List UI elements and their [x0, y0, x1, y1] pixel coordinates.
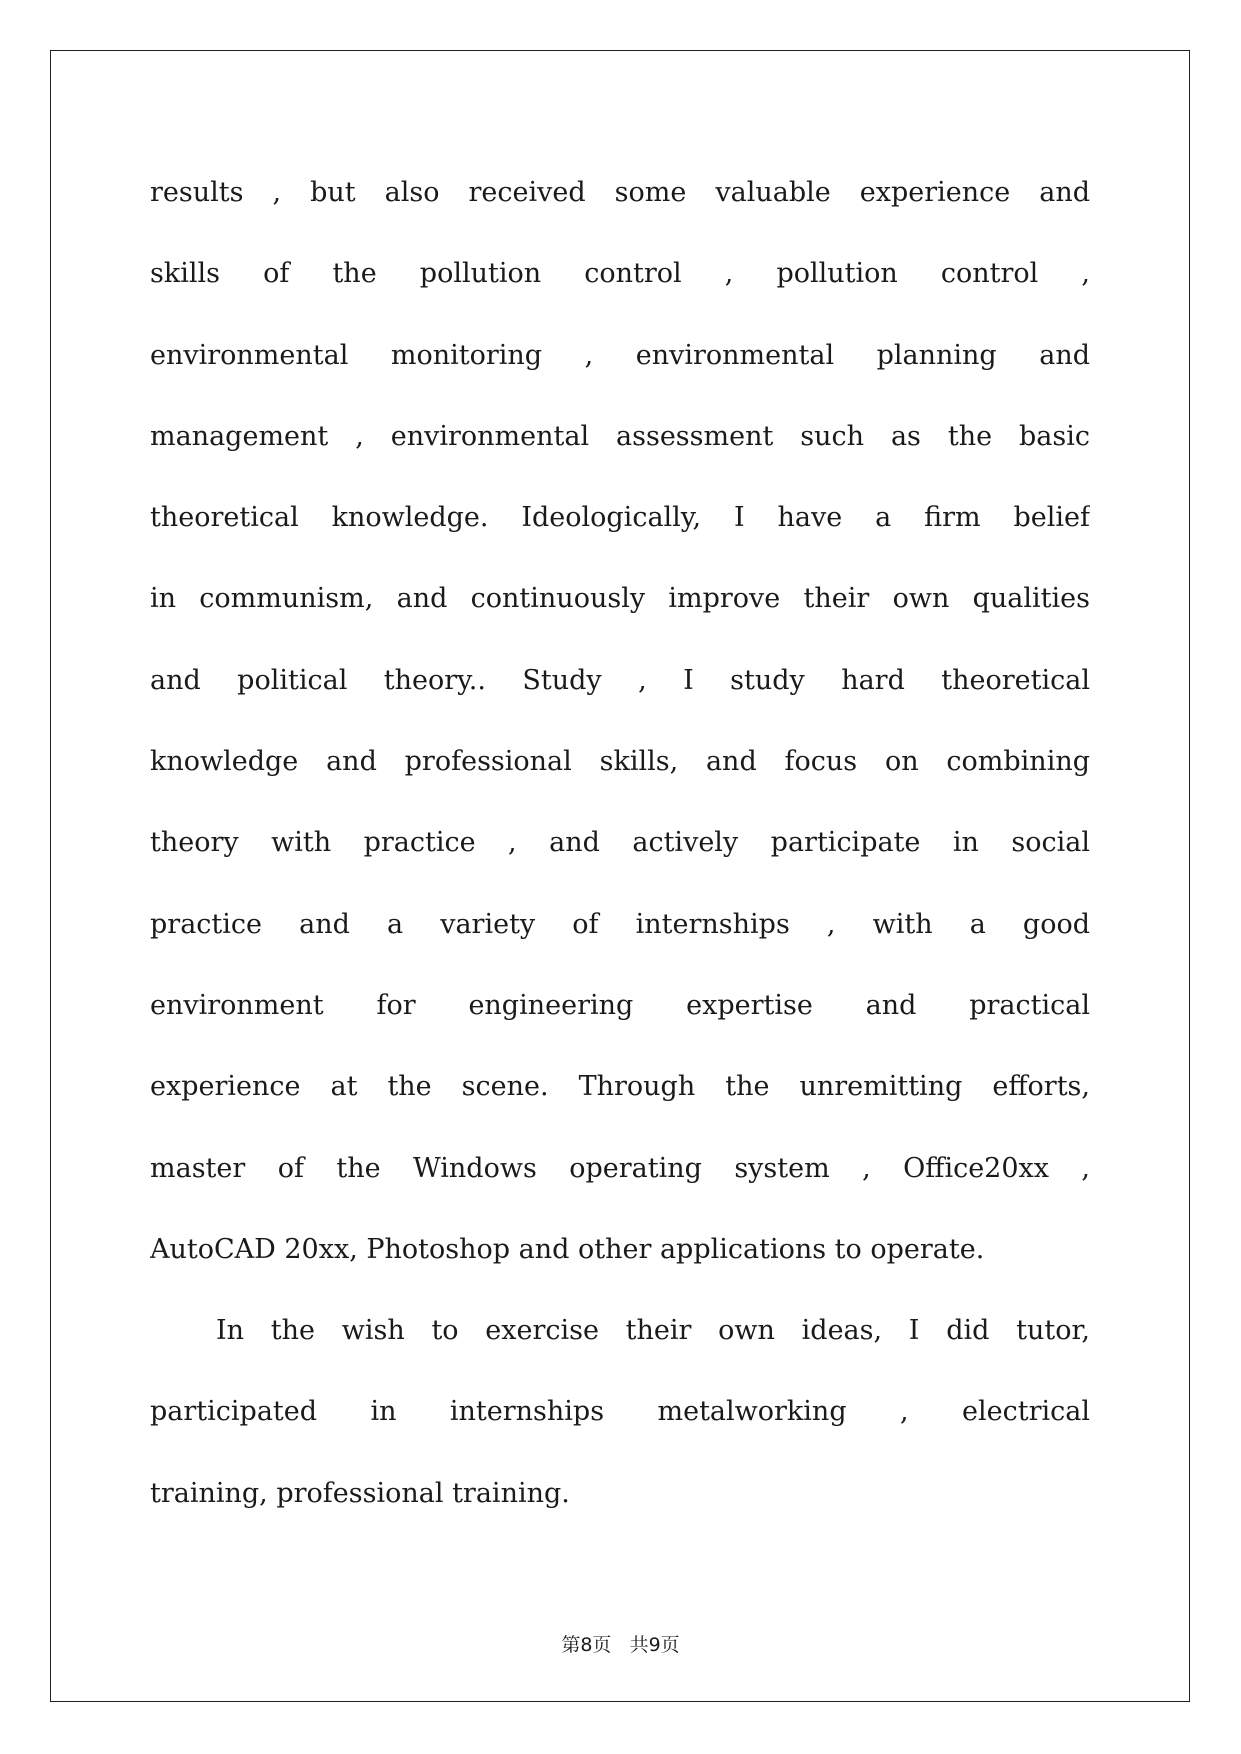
page-suffix: 页 — [592, 1634, 612, 1656]
text-line: in communism, and continuously improve their own qualities — [150, 583, 1090, 615]
text-line: knowledge and professional skills, and focus on combining — [150, 746, 1090, 778]
text-line: skills of the pollution control , pollution control , — [150, 258, 1090, 290]
text-line: theory with practice , and actively participate in social — [150, 827, 1090, 859]
page-total: 9 — [648, 1634, 661, 1656]
text-line: training, professional training. — [150, 1477, 570, 1509]
text-line: AutoCAD 20xx, Photoshop and other applications to operate. — [150, 1233, 985, 1265]
text-line: management , environmental assessment such as the basic — [150, 420, 1090, 452]
page-prefix: 第 — [561, 1634, 581, 1656]
paragraph-first-line: In the wish to exercise their own ideas, I did tutor, — [216, 1315, 1090, 1347]
text-line: environment for engineering expertise and practical — [150, 989, 1090, 1021]
text-line: environmental monitoring , environmental planning and — [150, 339, 1090, 371]
text-line: practice and a variety of internships , with a good — [150, 908, 1090, 940]
page-footer — [0, 1630, 1241, 1657]
text-line: theoretical knowledge. Ideologically, I have a firm belief — [150, 502, 1090, 534]
text-line: and political theory.. Study , I study hard theoretical — [150, 664, 1090, 696]
text-line: results , but also received some valuable experience and — [150, 177, 1090, 208]
total-prefix: 共 — [629, 1634, 649, 1656]
text-line: participated in internships metalworking , electrical — [150, 1396, 1090, 1428]
document-body — [150, 152, 1090, 1534]
text-line: master of the Windows operating system , Office20xx , — [150, 1152, 1090, 1184]
page-current: 8 — [580, 1634, 593, 1656]
text-line: experience at the scene. Through the unremitting efforts, — [150, 1071, 1090, 1103]
total-suffix: 页 — [660, 1634, 680, 1656]
